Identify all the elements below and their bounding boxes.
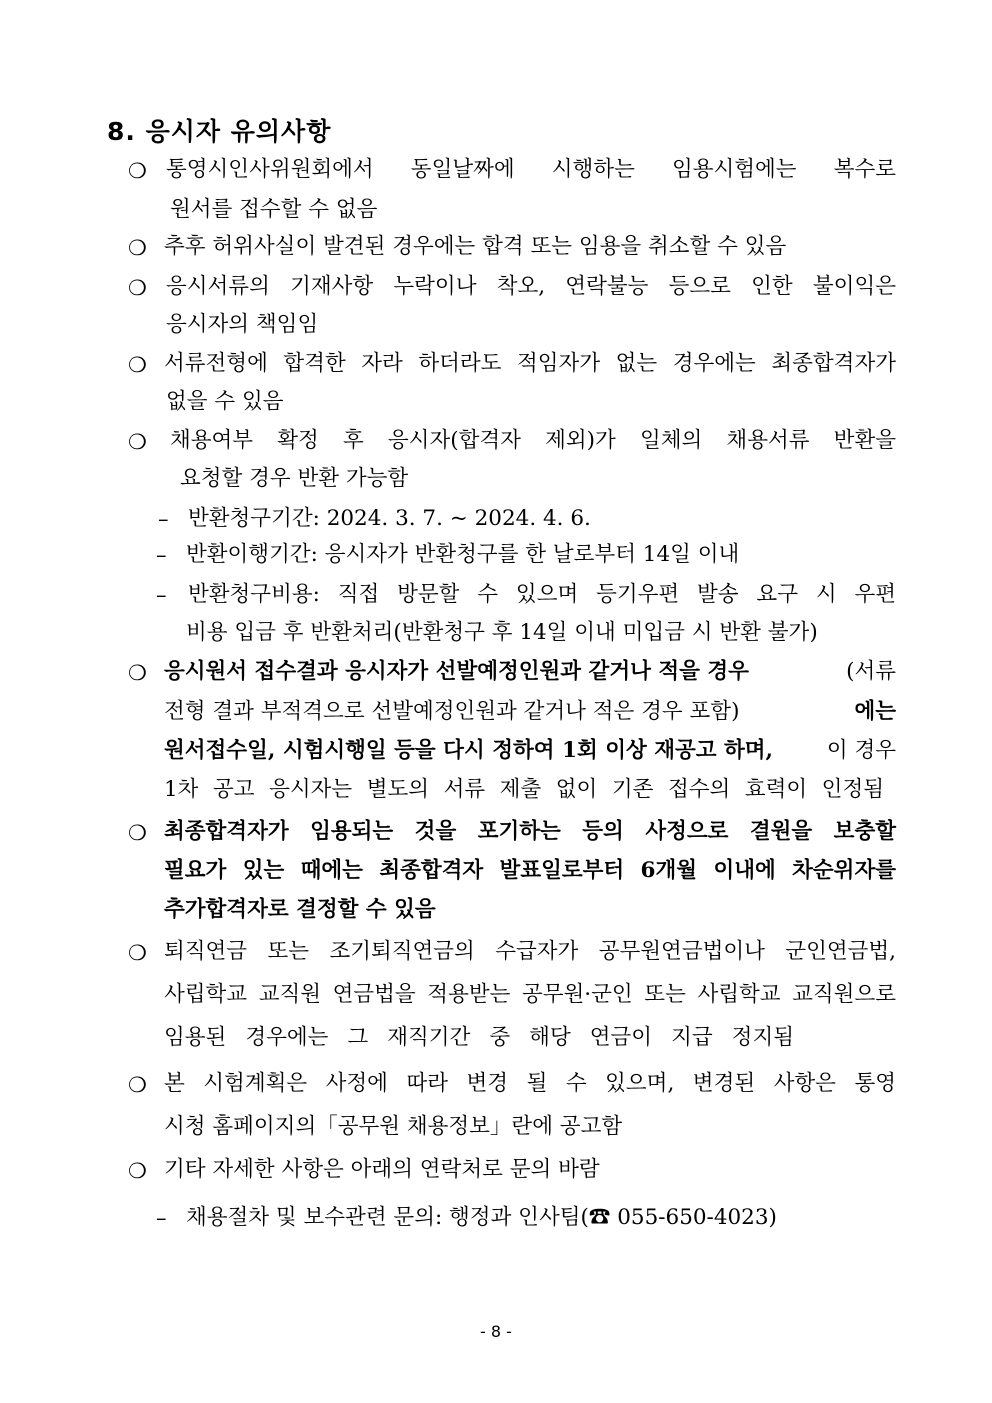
item-1-line-1: 통영시인사위원회에서 동일날짜에 시행하는 임용시험에는 복수로 xyxy=(166,157,896,182)
item-10-line-1: 기타 자세한 사항은 아래의 연락처로 문의 바람 xyxy=(164,1157,600,1182)
item-5-line-2: 요청할 경우 반환 가능함 xyxy=(180,466,409,491)
bullet-icon: ❍ xyxy=(128,1073,147,1097)
item-7-line-3: 추가합격자로 결정할 수 있음 xyxy=(164,897,436,922)
sub-3-line-2: 비용 입금 후 반환처리(반환청구 후 14일 이내 미입금 시 반환 불가) xyxy=(186,620,818,645)
item-6-line-3 xyxy=(164,736,896,766)
item-2-line-1: 추후 허위사실이 발견된 경우에는 합격 또는 임용을 취소할 수 있음 xyxy=(164,234,787,259)
item-5-line-1: 채용여부 확정 후 응시자(합격자 제외)가 일체의 채용서류 반환을 xyxy=(170,428,896,453)
item-8-line-3: 임용된 경우에는 그 재직기간 중 해당 연금이 지급 정지됨 xyxy=(164,1025,794,1050)
dash-icon: – xyxy=(158,507,169,531)
item-6-line-1 xyxy=(164,657,896,687)
item-6-line-4: 1차 공고 응시자는 별도의 서류 제출 없이 기존 접수의 효력이 인정됨 xyxy=(164,777,884,802)
item-7-line-1: 최종합격자가 임용되는 것을 포기하는 등의 사정으로 결원을 보충할 xyxy=(164,819,896,844)
section-title: 8. 응시자 유의사항 xyxy=(107,117,332,146)
bullet-icon: ❍ xyxy=(128,1159,147,1183)
item-8-line-2: 사립학교 교직원 연금법을 적용받는 공무원·군인 또는 사립학교 교직원으로 xyxy=(164,982,896,1007)
item-6-line-3-normal: 이 경우 xyxy=(826,738,896,763)
item-4-line-2: 없을 수 있음 xyxy=(166,389,284,414)
item-6-line-3-bold: 원서접수일, 시험시행일 등을 다시 정하여 1회 이상 재공고 하며, xyxy=(164,738,774,763)
contact-line: 채용절차 및 보수관련 문의: 행정과 인사팀(☎ 055-650-4023) xyxy=(186,1205,777,1230)
bullet-icon: ❍ xyxy=(128,430,147,454)
item-6-line-2-bold: 에는 xyxy=(854,699,896,724)
bullet-icon: ❍ xyxy=(128,821,147,845)
bullet-icon: ❍ xyxy=(128,276,147,300)
sub-3-line-1: 반환청구비용: 직접 방문할 수 있으며 등기우편 발송 요구 시 우편 xyxy=(188,582,896,607)
bullet-icon: ❍ xyxy=(128,353,147,377)
dash-icon: – xyxy=(156,543,167,567)
bullet-icon: ❍ xyxy=(128,661,147,685)
item-6-line-1-normal: (서류 xyxy=(846,659,896,684)
item-6-line-2 xyxy=(164,697,896,727)
item-1-line-2: 원서를 접수할 수 없음 xyxy=(170,197,378,222)
item-9-line-1: 본 시험계획은 사정에 따라 변경 될 수 있으며, 변경된 사항은 통영 xyxy=(164,1071,896,1096)
item-4-line-1: 서류전형에 합격한 자라 하더라도 적임자가 없는 경우에는 최종합격자가 xyxy=(164,351,896,376)
bullet-icon: ❍ xyxy=(128,941,147,965)
page-number: - 8 - xyxy=(480,1322,512,1341)
item-3-line-1: 응시서류의 기재사항 누락이나 착오, 연락불능 등으로 인한 불이익은 xyxy=(166,274,896,299)
dash-icon: – xyxy=(156,583,167,607)
item-9-line-2: 시청 홈페이지의「공무원 채용정보」란에 공고함 xyxy=(164,1114,623,1139)
item-3-line-2: 응시자의 책임임 xyxy=(166,312,319,337)
sub-2-line-1: 반환이행기간: 응시자가 반환청구를 한 날로부터 14일 이내 xyxy=(186,542,740,567)
item-8-line-1: 퇴직연금 또는 조기퇴직연금의 수급자가 공무원연금법이나 군인연금법, xyxy=(164,939,896,964)
bullet-icon: ❍ xyxy=(128,159,147,183)
item-6-line-2-normal: 전형 결과 부적격으로 선발예정인원과 같거나 적은 경우 포함) xyxy=(164,699,740,724)
bullet-icon: ❍ xyxy=(128,236,147,260)
item-6-line-1-bold: 응시원서 접수결과 응시자가 선발예정인원과 같거나 적을 경우 xyxy=(164,659,749,684)
dash-icon: – xyxy=(156,1206,167,1230)
item-7-line-2: 필요가 있는 때에는 최종합격자 발표일로부터 6개월 이내에 차순위자를 xyxy=(164,858,896,883)
sub-1-line-1: 반환청구기간: 2024. 3. 7. ~ 2024. 4. 6. xyxy=(188,506,591,531)
